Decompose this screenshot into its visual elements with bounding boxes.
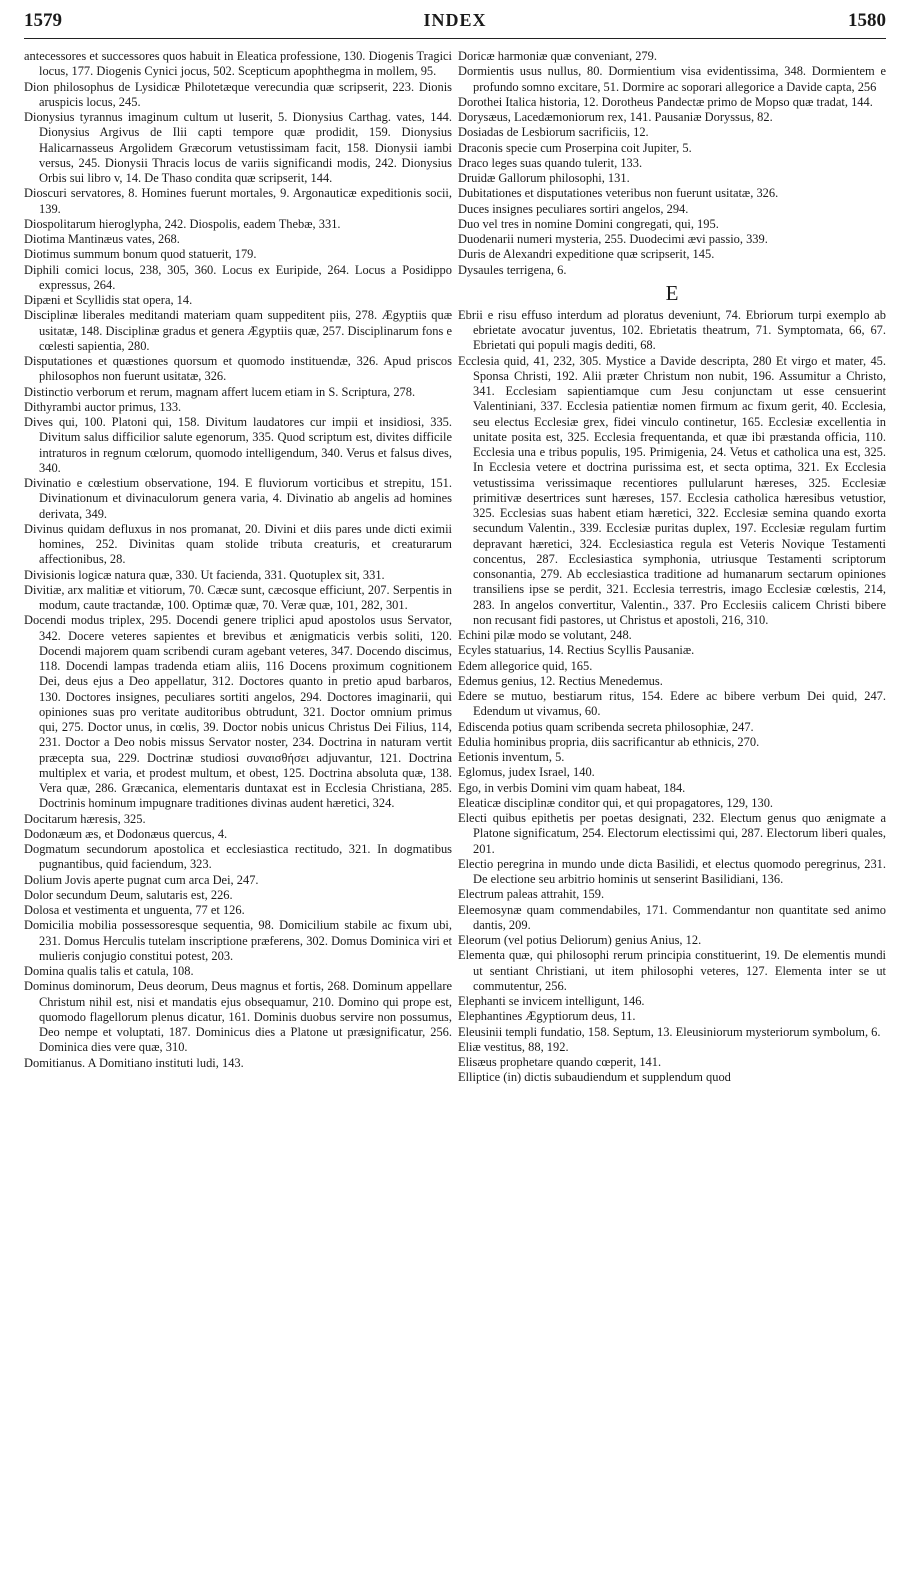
index-entry: Duces insignes peculiares sortiri angelos, 294. [458,201,689,216]
index-entry: Diospolitarum hieroglypha, 242. Diospolis, eadem Thebæ, 331. [24,216,341,231]
index-entry: Dodonæum æs, et Dodonæus quercus, 4. [24,826,228,841]
index-entry: Domitianus. A Domitiano instituti ludi, 143. [24,1055,244,1070]
index-entry: Dives qui, 100. Platoni qui, 158. Divitum laudatores cur impii et insidiosi, 335. Divitum salus difficilior salute egenorum, 335. Quod scriptum est, divites difficile intraturos in regnum cœlorum, quomodo intelligendum, 340. Verus et falsus dives, 340. [24,415,452,475]
index-entry: Elementa quæ, qui philosophi rerum principia constituerint, 19. De elementis mundi ut sentiant Christiani, ut item philosophi veteres, 127. Elementa inter se ut commutentur, 256. [458,948,886,993]
index-entry: Eetionis inventum, 5. [458,750,565,764]
index-entry: Disciplinæ liberales meditandi materiam quam suppeditent piis, 278. Ægyptiis quæ usitatæ, 148. Disciplinæ gradus et genera Ægyptiis quæ, 257. Disciplinarum fons e cœlesti sapientia, 280. [24,308,452,353]
index-entry: Ediscenda potius quam scribenda secreta philosophiæ, 247. [458,719,754,734]
index-entry: Eglomus, judex Israel, 140. [458,765,595,780]
index-entry: Ebrii e risu effuso interdum ad ploratus deveniunt, 74. Ebriorum turpi exemplo ab ebrietate avocatur juventus, 102. Ebrietatis theatrum, 71. Symptomata, 66, 67. Ebrietati qui populi magis dediti, 68. [458,307,886,353]
index-entry: Duodenarii numeri mysteria, 255. Duodecimi ævi passio, 339. [458,232,768,246]
index-entry: Dioscuri servatores, 8. Homines fuerunt mortales, 9. Argonauticæ expeditionis socii, 139. [24,186,452,216]
index-entry: Draco leges suas quando tulerit, 133. [458,155,643,170]
index-entry: Edulia hominibus propria, diis sacrificantur ab ethnicis, 270. [458,734,760,749]
index-entry: Echini pilæ modo se volutant, 248. [458,628,632,642]
index-entry: Druidæ Gallorum philosophi, 131. [458,171,630,185]
section-letter-heading: E [665,280,679,305]
index-entry: Dolor secundum Deum, salutaris est, 226. [24,887,233,902]
index-entry: Elisæus prophetare quando cœperit, 141. [458,1055,662,1069]
index-entry: Ecyles statuarius, 14. Rectius Scyllis Pausaniæ. [458,643,695,658]
index-entry: Diphili comici locus, 238, 305, 360. Locus ex Euripide, 264. Locus a Posidippo expressus, 264. [24,262,452,292]
page-title: INDEX [423,10,487,30]
index-entry: Edem allegorice quid, 165. [458,658,593,673]
index-entry: Ecclesia quid, 41, 232, 305. Mystice a Davide descripta, 280 Et virgo et mater, 45. Sponsa Christi, 192. Alii præter Christum non nubit, 196. Assumitur a Christo, 341. Ecclesiam sapientiamque cum Jesu conjunctam ut esse censuerint Valentiniani, 337. Ecclesia patientiæ nomen firmum ac fixum gerit, 40. Ecclesia, seu electus Ecclesiæ grex, fidei vinculo continetur, 165. Ecclesiæ excellentia in unitate posita est, 325. Ecclesia frequentanda, et quæ ibi præstanda officia, 110. Ecclesia una e tribus populis, 195. Primigenia, 24. Vetus et catholica una est, 325. In Ecclesia vetere et doctrina purissima est, et secta optima, 321. Ex Ecclesia vetustissima verissimaque recentiores pullularunt hæreses, 325. Ecclesiæ primitivæ desertrices sunt hæreses, 157. Ecclesia catholica hæresibus vetustior, 325. Ecclesias suas habent etiam hæretici, 322. Ecclesiæ semina quando exorta secundum Valentin., 339. Ecclesiæ puritas duplex, 197. Ecclesiæ regulam furtim depravant hæretici, 324. Ecclesiastica regula est Veteris Novique Testamenti concentus, 287. Ecclesiastica symphonia, utriusque Testamenti scriptorum consonantia, 279. Ab ecclesiastica traditione ad humanarum sectarum opiniones transiliens ipse se perdit, 321. Ecclesia terrestris, imago Ecclesiæ cœlestis, 214, 283. In angelos convertitur, Valentin., 337. Pro Ecclesiis calicem Christi bibere non recusant fidi pastores, ut Christus et apostoli, 216, 310. [458,353,886,627]
right-column-e-entries [458,308,886,1086]
right-column-d-entries [458,49,886,278]
index-entry: Dion philosophus de Lysidicæ Philotetæque verecundia quæ scripserit, 223. Dionis aruspicis locus, 245. [24,79,452,109]
index-entry: Divinus quidam defluxus in nos promanat, 20. Divini et diis pares unde dicti eximii homines, 252. Divinitas quam stolide tributa creaturis, et creaturarum affectionibus, 28. [24,521,452,567]
index-entry: Electi quibus epithetis per poetas designati, 232. Electum genus quo ænigmate a Platone significatum, 254. Electorum electissimi qui, 287. Electorum liberi quales, 201. [458,811,886,856]
page-number-right: 1580 [847,10,886,31]
index-entry: Dolosa et vestimenta et unguenta, 77 et 126. [24,903,245,917]
index-entry: Eleemosynæ quam commendabiles, 171. Commendantur non quantitate sed animo dantis, 209. [458,902,886,932]
index-entry: Eleorum (vel potius Deliorum) genius Anius, 12. [458,933,702,947]
index-entry: Dominus dominorum, Deus deorum, Deus magnus et fortis, 268. Dominum appellare Christum nihil est, nisi et mandatis ejus obsequamur, 210. Domino qui prope est, quomodo flagellorum plenus dicatur, 161. Dominis duobus servire non possumus, Deo nempe et voluptati, 187. Dominicus dies a Platone ut præsignificatur, 256. Dominica dies vere quæ, 310. [24,979,452,1055]
index-entry: Diotima Mantinæus vates, 268. [24,232,180,246]
page-number-left: 1579 [24,10,62,31]
index-entry: Eliæ vestitus, 88, 192. [458,1039,569,1054]
index-entry: Dormientis usus nullus, 80. Dormientium visa evidentissima, 348. Dormientem e profundo somno excitare, 51. Dormire ac soporari allegorice a Davide capta, 256 [458,64,886,94]
index-entry: Elephanti se invicem intelligunt, 146. [458,994,645,1008]
index-entry: Draconis specie cum Proserpina coit Jupiter, 5. [458,140,692,155]
index-entry: Electio peregrina in mundo unde dicta Basilidi, et electus quomodo peregrinus, 231. De electione seu arbitrio hominis ut senserint Basilidiani, 136. [458,856,886,886]
index-entry: Divitiæ, arx malitiæ et vitiorum, 70. Cæcæ sunt, cæcosque efficiunt, 207. Serpentis in modum, caute tractandæ, 100. Optimæ quæ, 70. Veræ quæ, 101, 282, 301. [24,582,452,612]
index-entry: Divinatio e cœlestium observatione, 194. E fluviorum vorticibus et strepitu, 151. Divinationum et divinaculorum genera varia, 4. Divinatio ab angelis ad homines derivata, 349. [24,476,452,521]
left-column [24,49,452,1086]
index-columns [24,49,886,1086]
index-entry: Elliptice (in) dictis subaudiendum et supplendum quod [458,1070,731,1085]
index-entry: Dorothei Italica historia, 12. Dorotheus Pandectæ primo de Mopso quæ tradat, 144. [458,94,873,109]
index-entry: Dosiadas de Lesbiorum sacrificiis, 12. [458,125,649,140]
index-entry: Dogmatum secundorum apostolica et ecclesiastica rectitudo, 321. In dogmatibus pugnantibus, quid faciendum, 323. [24,842,452,872]
index-entry: Dionysius tyrannus imaginum cultum ut luserit, 5. Dionysius Carthag. vates, 144. Dionysius Argivus de Ilii capti tempore quæ prodidit, 159. Dionysius Halicarnasseus Argolidem Græcorum vetustissimam facit, 158. Dionysii iambi versus, 245. Dionysii Thracis locus de variis significandi modis, 242. Dionysius Orbis sui libro v, 14. De Thaso condita quæ scripserit, 144. [24,110,452,185]
index-entry: Divisionis logicæ natura quæ, 330. Ut facienda, 331. Quotuplex sit, 331. [24,567,385,582]
index-entry: Eleusinii templi fundatio, 158. Septum, 13. Eleusiniorum mysteriorum symbolum, 6. [458,1024,881,1039]
index-entry: Edemus genius, 12. Rectius Menedemus. [458,673,663,688]
index-entry: Electrum paleas attrahit, 159. [458,887,605,902]
index-entry: Disputationes et quæstiones quorsum et quomodo instituendæ, 326. Apud priscos philosophos non fuerunt usitatæ, 326. [24,354,452,384]
index-entry: Docitarum hæresis, 325. [24,811,146,826]
index-entry: Domicilia mobilia possessoresque sequentia, 98. Domicilium stabile ac fixum ubi, 231. Domus Herculis tutelam inscriptione præferens, 302. Domus Dominica viri et mulieris conjugio constitui potest, 203. [24,918,452,963]
index-entry: Dubitationes et disputationes veteribus non fuerunt usitatæ, 326. [458,186,779,201]
index-entry: Dysaules terrigena, 6. [458,262,567,277]
index-entry: Dorysæus, Lacedæmoniorum rex, 141. Pausaniæ Doryssus, 82. [458,110,773,124]
index-entry: Dolium Jovis aperte pugnat cum arca Dei, 247. [24,872,259,887]
index-entry: Eleaticæ disciplinæ conditor qui, et qui propagatores, 129, 130. [458,795,774,810]
index-entry: Doricæ harmoniæ quæ conveniant, 279. [458,49,657,63]
running-head [24,10,886,39]
index-entry: Elephantines Ægyptiorum deus, 11. [458,1009,636,1024]
index-entry: Domina qualis talis et catula, 108. [24,964,194,978]
index-entry: Distinctio verborum et rerum, magnam affert lucem etiam in S. Scriptura, 278. [24,384,416,399]
index-entry: Dipæni et Scyllidis stat opera, 14. [24,293,193,307]
index-entry: Diotimus summum bonum quod statuerit, 179. [24,247,257,262]
index-entry: Edere se mutuo, bestiarum ritus, 154. Edere ac bibere verbum Dei quid, 247. Edendum ut vivamus, 60. [458,689,886,719]
index-entry: Duo vel tres in nomine Domini congregati, qui, 195. [458,216,719,231]
index-entry: Dithyrambi auctor primus, 133. [24,399,182,414]
index-entry: Duris de Alexandri expeditione quæ scripserit, 145. [458,247,715,262]
index-entry: Docendi modus triplex, 295. Docendi genere triplici apud apostolos usus Servator, 342. Docere veteres sapientes et brevibus et ænigmaticis verbis soliti, 120. Docendi majorem quam scribendi curam agebant veteres, 347. Docendo discimus, 118. Docendi lampas tradenda etiam aliis, 116 Docens proximum cognitionem Dei, deus ejus a Deo appellatur, 312. Doctores quanto in pretio apud barbaros, 130. Doctores insignes, peculiares sortiti angelos, 294. Doctores imaginarii, qui opiniones suas pro veritate auditoribus obtrudunt, 321. Doctor omnium primus qui, 275. Doctor unus, in cœlis, 39. Doctor nobis unicus Christus Dei Filius, 114, 231. Doctor a Deo nobis missus Servator noster, 234. Doctrina in naturam vertit præcepta sua, 229. Doctrinæ studiosi συναισθήσει adjuvantur, 121. Doctrina multiplex et varia, et prodest multum, et obest, 125. Doctrina absoluta quæ, 138. Vera quæ, 286. Græcanica, elementaris duntaxat est in Ecclesia Christiana, 285. Doctrinis hominum impugnare traditiones divinas audent hæretici, 324. [24,613,452,811]
index-entry: Ego, in verbis Domini vim quam habeat, 184. [458,780,686,795]
index-entry: antecessores et successores quos habuit in Eleatica professione, 130. Diogenis Tragici locus, 177. Diogenis Cynici jocus, 502. Scepticum apophthegma in mollem, 95. [24,49,452,79]
right-column [458,49,886,1086]
